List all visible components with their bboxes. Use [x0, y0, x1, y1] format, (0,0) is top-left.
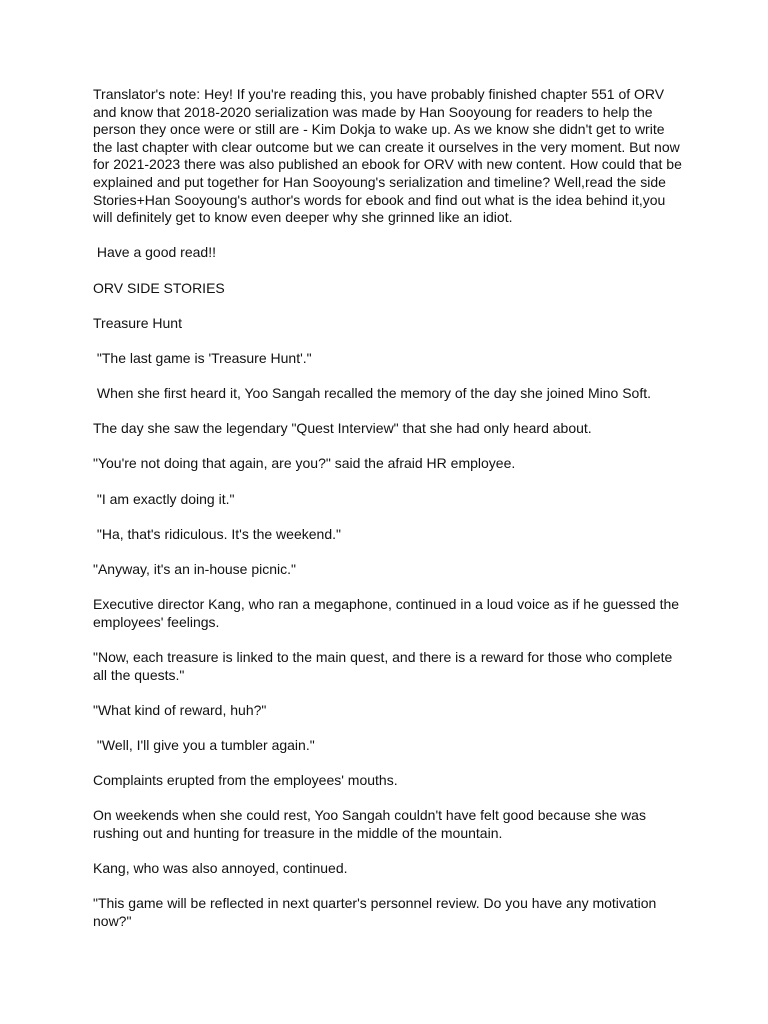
- story-paragraph: Executive director Kang, who ran a megaphone, continued in a loud voice as if he guessed the employees' feelings.: [93, 596, 683, 630]
- story-paragraph: On weekends when she could rest, Yoo Sangah couldn't have felt good because she was rushing out and hunting for treasure in the middle of the mountain.: [93, 807, 650, 841]
- translator-note-paragraph: Translator's note: Hey! If you're reading this, you have probably finished chapter 551 of ORV and know that 2018-2020 serialization was made by Han Sooyoung for readers to help the person they once were or still are - Kim Dokja to wake up. As we know she didn't get to write the last chapter with clear outcome but we can create it ourselves in the very moment. But now for 2021-2023 there was also published an ebook for ORV with new content. How could that be explained and put together for Han Sooyoung's serialization and timeline? Well,read the side Stories+Han Sooyoung's author's words for ebook and find out what is the idea behind it,you will definitely get to know even deeper why she grinned like an idiot.: [93, 86, 686, 226]
- chapter-title: Treasure Hunt: [93, 314, 182, 331]
- story-paragraph: When she first heard it, Yoo Sangah recalled the memory of the day she joined Mino Soft.: [93, 385, 651, 402]
- story-paragraph: "Ha, that's ridiculous. It's the weekend.": [93, 525, 341, 542]
- story-paragraph: "Anyway, it's an in-house picnic.": [93, 561, 296, 578]
- story-paragraph: "Now, each treasure is linked to the main quest, and there is a reward for those who complete all the quests.": [93, 649, 677, 683]
- story-paragraph: Kang, who was also annoyed, continued.: [93, 860, 348, 877]
- story-paragraph: "The last game is 'Treasure Hunt'.": [93, 349, 312, 366]
- story-paragraph: "This game will be reflected in next quarter's personnel review. Do you have any motivation now?": [93, 895, 661, 929]
- story-paragraph: "You're not doing that again, are you?" said the afraid HR employee.: [93, 455, 516, 472]
- story-paragraph: "What kind of reward, huh?": [93, 701, 267, 718]
- greeting-paragraph: Have a good read!!: [93, 244, 216, 261]
- story-paragraph: The day she saw the legendary "Quest Interview" that she had only heard about.: [93, 420, 592, 437]
- document-page: [93, 86, 686, 948]
- story-paragraph: "Well, I'll give you a tumbler again.": [93, 736, 315, 753]
- story-paragraph: Complaints erupted from the employees' mouths.: [93, 772, 398, 789]
- story-paragraph: "I am exactly doing it.": [93, 490, 235, 507]
- section-heading: ORV SIDE STORIES: [93, 279, 225, 296]
